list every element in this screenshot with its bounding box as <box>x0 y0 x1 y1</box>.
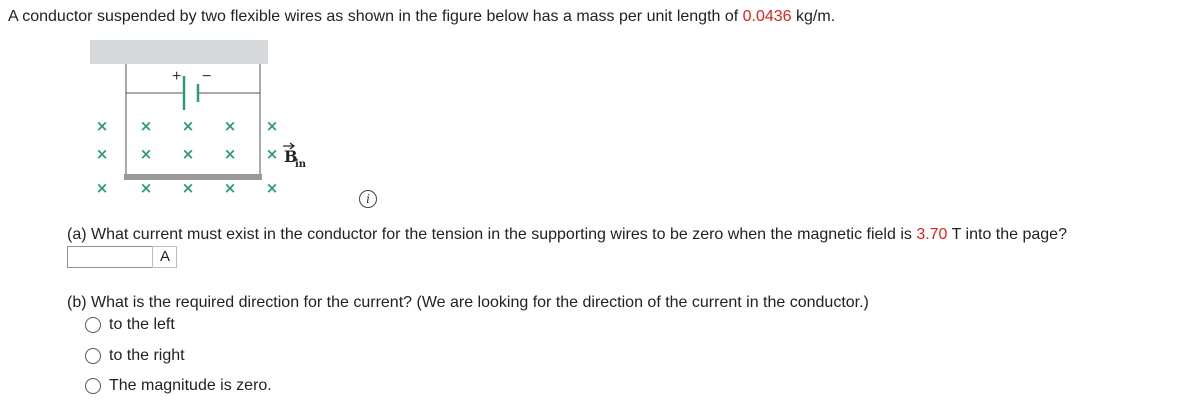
field-cross-mark: × <box>181 145 195 163</box>
field-cross-mark: × <box>223 145 237 163</box>
answer-unit-label: A <box>152 246 177 268</box>
magnetic-field-crosses <box>96 117 279 197</box>
field-cross-mark: × <box>95 117 109 135</box>
part-a-question <box>67 226 1067 244</box>
info-icon[interactable]: i <box>359 190 377 208</box>
figure-svg <box>90 38 307 198</box>
field-label-subscript: in <box>295 159 307 170</box>
current-answer-input[interactable] <box>67 246 153 268</box>
field-cross-mark: × <box>265 145 279 163</box>
part-a-unit-text: T into the page? <box>947 226 1067 243</box>
field-cross-mark: × <box>265 117 279 135</box>
field-cross-mark: × <box>223 179 237 197</box>
conductor-figure <box>90 38 307 198</box>
mass-per-length-value: 0.0436 <box>742 8 792 25</box>
option-to-the-right[interactable] <box>85 347 185 365</box>
radio-button[interactable] <box>85 348 101 364</box>
field-label-b: B <box>284 147 298 166</box>
field-cross-mark: × <box>139 145 153 163</box>
radio-button[interactable] <box>85 317 101 333</box>
field-cross-mark: × <box>181 179 195 197</box>
problem-statement <box>8 8 835 26</box>
field-cross-mark: × <box>223 117 237 135</box>
field-cross-mark: × <box>181 117 195 135</box>
option-label: to the left <box>109 316 175 333</box>
option-to-the-left[interactable] <box>85 316 175 334</box>
field-cross-mark: × <box>95 179 109 197</box>
field-cross-mark: × <box>139 179 153 197</box>
field-cross-mark: × <box>265 179 279 197</box>
intro-text: A conductor suspended by two flexible wires as shown in the figure below has a mass per unit length of <box>8 8 743 25</box>
option-label: The magnitude is zero. <box>109 377 272 394</box>
radio-button[interactable] <box>85 378 101 394</box>
option-magnitude-zero[interactable] <box>85 377 272 395</box>
field-magnitude-value: 3.70 <box>916 226 948 243</box>
battery-plus-label: + <box>172 68 182 85</box>
field-cross-mark: × <box>139 117 153 135</box>
part-a-text: (a) What current must exist in the conductor for the tension in the supporting wires to be zero when the magnetic field is <box>67 226 917 243</box>
option-label: to the right <box>109 347 185 364</box>
field-cross-mark: × <box>95 145 109 163</box>
intro-unit-text: kg/m. <box>791 8 836 25</box>
ceiling-support <box>90 40 268 64</box>
part-b-question: (b) What is the required direction for the current? (We are looking for the direction of the current in the conductor.) <box>67 294 869 311</box>
battery-minus-label: − <box>202 68 212 85</box>
